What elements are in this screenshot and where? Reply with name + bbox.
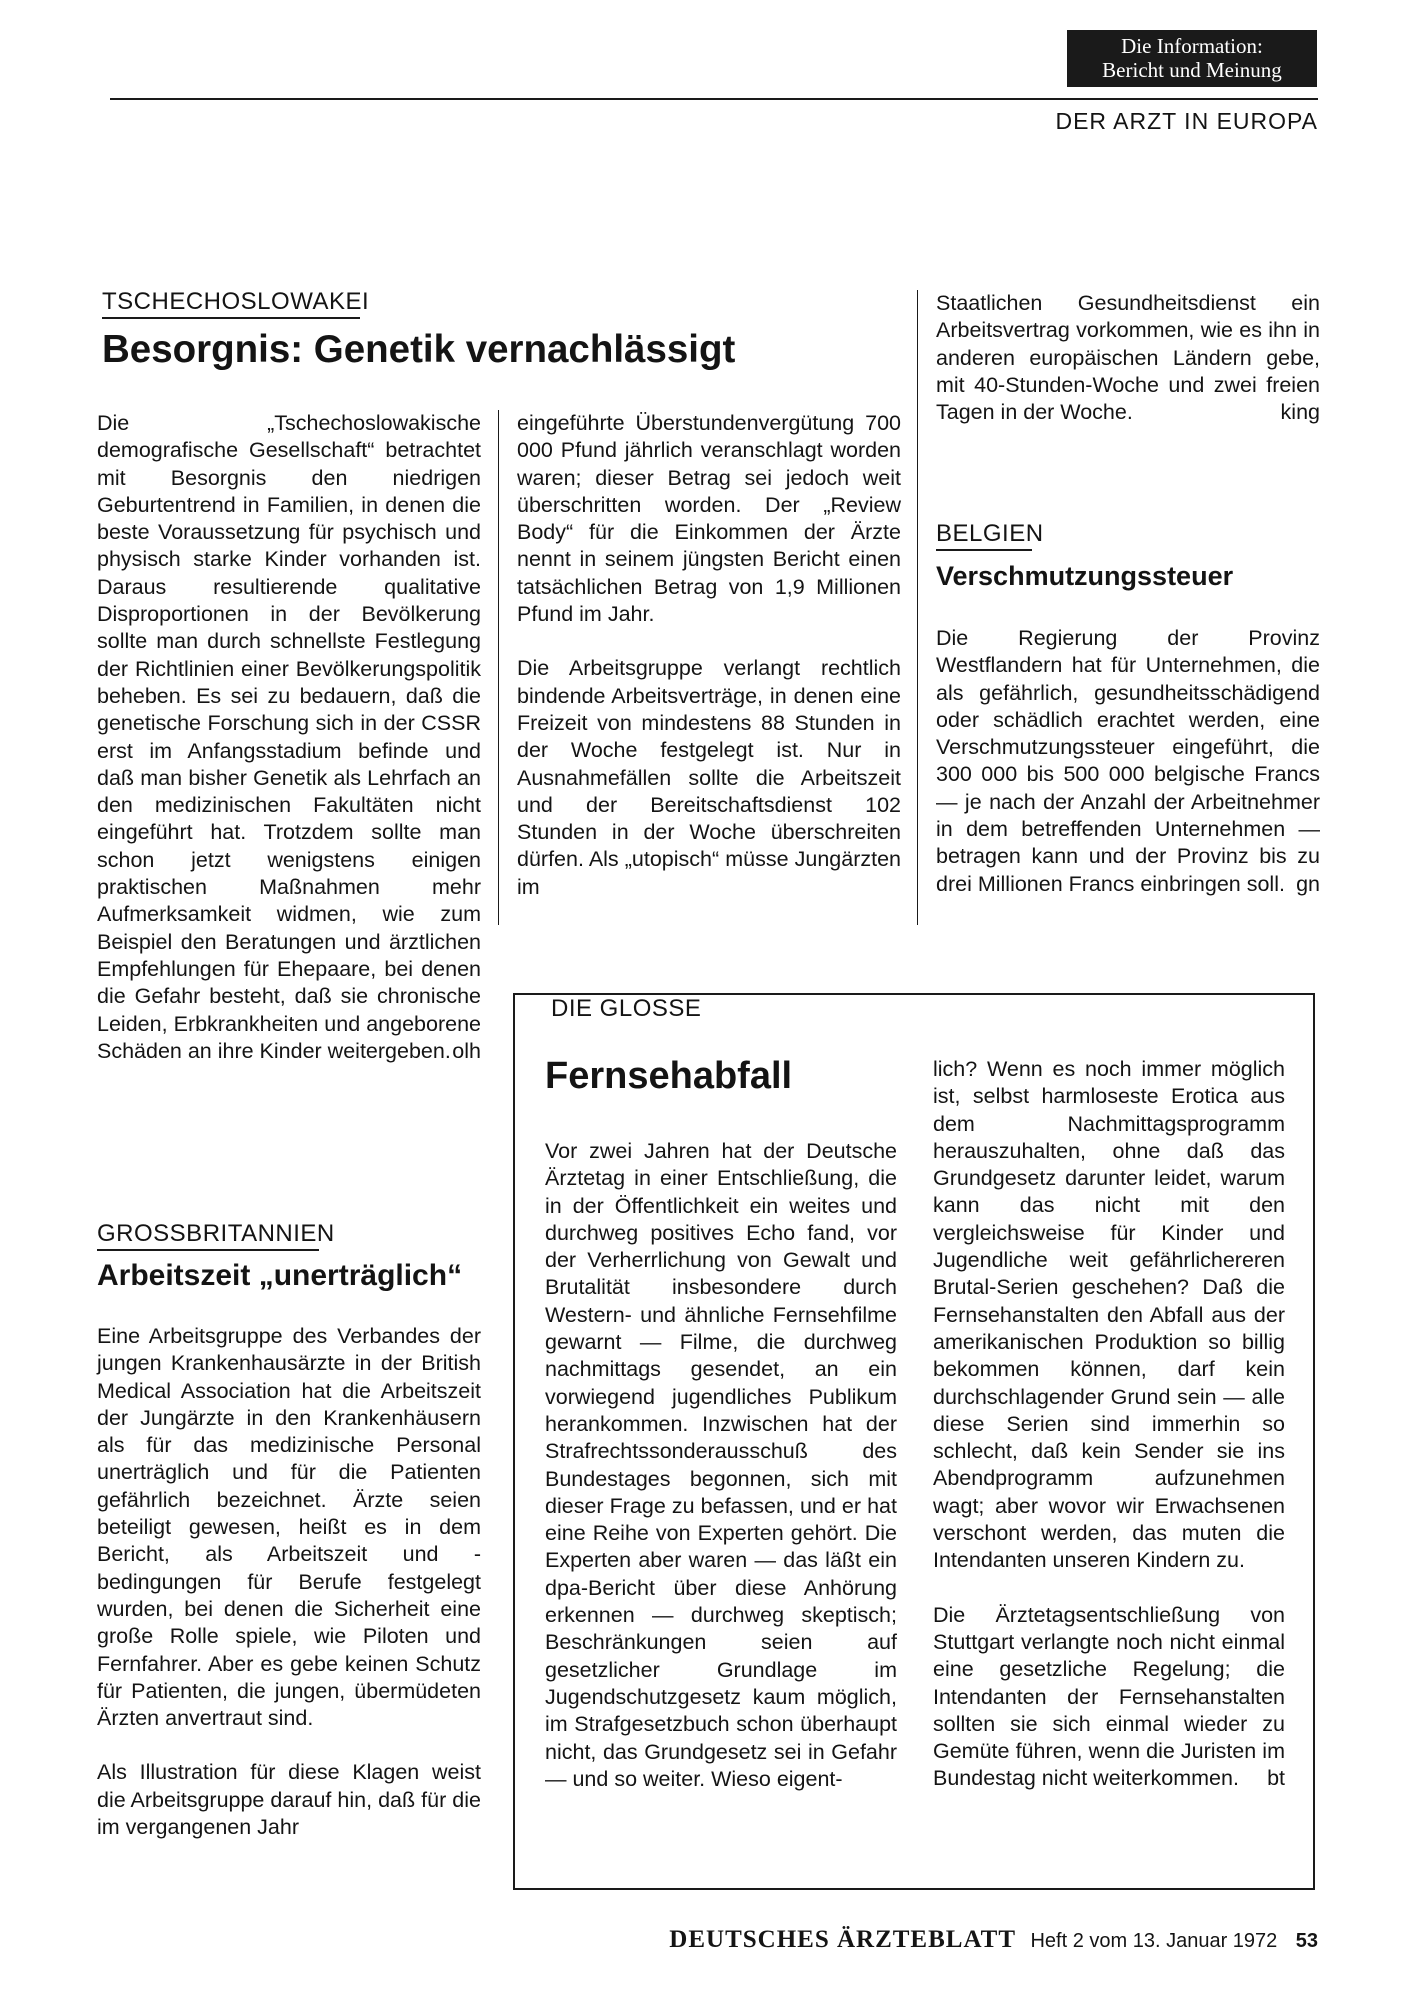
kicker-tschechoslowakei: TSCHECHOSLOWAKEI bbox=[102, 288, 370, 315]
article-paragraph bbox=[936, 290, 1320, 426]
column-3 bbox=[936, 290, 1320, 426]
article-paragraph: Vor zwei Jahren hat der Deutsche Ärztetag in einer Entschließung, die in der Öffentlichkeit ein weites und durchweg positives Echo fand, vor der Verherrlichung von Gewalt und Brutalität insbesondere durch Western- und ähnliche Fernsehfilme gewarnt — Filme, die durchweg nachmittags gesendet, an ein vorwiegend jugendliches Publikum herankommen. Inzwischen hat der Strafrechtssonderausschuß des Bundestages begonnen, sich mit dieser Frage zu befassen, und er hat eine Reihe von Experten gehört. Die Experten aber waren — das läßt ein dpa-Bericht über diese Anhörung erkennen — durchweg skeptisch; Beschränkungen seien auf gesetzlicher Grundlage im Jugendschutzgesetz kaum möglich, im Strafgesetzbuch schon überhaupt nicht, das Grundgesetz sei in Gefahr — und so weiter. Wieso eigent- bbox=[545, 1139, 897, 1791]
headline-arbeitszeit: Arbeitszeit „unerträglich“ bbox=[97, 1259, 463, 1292]
body-text: Die Ärztetagsentschließung von Stuttgart verlangte noch nicht einmal eine gesetzliche Regelung; die Intendanten der Fernsehanstalten sollten sie sich einmal wieder zu Gemüte führen, wenn die Juristen im Bundestag nicht weiterkommen. bbox=[933, 1602, 1285, 1791]
section-title: DER ARZT IN EUROPA bbox=[1055, 108, 1318, 134]
article-paragraph: eingeführte Überstundenvergütung 700 000 Pfund jährlich veranschlagt worden waren; dieser Betrag sei jedoch weit überschritten worden. Der „Review Body“ für die Einkommen der Ärzte nennt in seinem jüngsten Bericht einen tatsächlichen Betrag von 1,9 Millionen Pfund im Jahr. bbox=[517, 411, 901, 627]
header-rule bbox=[110, 98, 1318, 100]
article-paragraph bbox=[933, 1602, 1285, 1793]
kicker-underline bbox=[102, 317, 360, 319]
body-text: Die Regierung der Provinz Westflandern hat für Unternehmen, die als gefährlich, gesundheitsschädigend oder schädlich erachtet werden, eine Verschmutzungssteuer eingeführt, die 300 000 bis 500 000 belgische Francs — je nach der Anzahl der Arbeitnehmer in dem betreffenden Unternehmen — betragen kann und der Provinz bis zu drei Millionen Francs einbringen soll. bbox=[936, 626, 1320, 896]
kicker-underline bbox=[97, 1249, 319, 1251]
headline-besorgnis: Besorgnis: Genetik vernachlässigt bbox=[102, 328, 736, 371]
column-1-lower bbox=[97, 1323, 481, 1841]
glosse-column-1 bbox=[545, 1138, 897, 1793]
author-signature: king bbox=[1280, 400, 1320, 425]
header-badge bbox=[1067, 30, 1317, 87]
issue-info: Heft 2 vom 13. Januar 1972 bbox=[1030, 1930, 1278, 1952]
kicker-grossbritannien: GROSSBRITANNIEN bbox=[97, 1220, 335, 1247]
header-badge-line2: Bericht und Meinung bbox=[1102, 58, 1282, 82]
journal-title: DEUTSCHES ÄRZTEBLATT bbox=[669, 1926, 1017, 1953]
header-badge-line1: Die Information: bbox=[1121, 34, 1263, 58]
article-body bbox=[936, 625, 1320, 898]
author-signature: gn bbox=[1296, 871, 1320, 896]
column-3-lower bbox=[936, 625, 1320, 898]
headline-fernsehabfall: Fernsehabfall bbox=[545, 1055, 793, 1097]
article-paragraph: Eine Arbeitsgruppe des Verbandes der jungen Krankenhausärzte in der British Medical Association hat die Arbeitszeit der Jungärzte in den Krankenhäusern als für das medizinische Personal unerträglich und für die Patienten gefährlich bezeichnet. Ärzte seien beteiligt gewesen, heißt es in dem Bericht, als Arbeitszeit und -bedingungen für Berufe festgelegt wurden, bei denen die Sicherheit eine große Rolle spiele, wie Piloten und Fernfahrer. Aber es gebe keinen Schutz für Patienten, die jungen, übermüdeten Ärzten anvertraut sind. bbox=[97, 1324, 481, 1731]
kicker-glosse: DIE GLOSSE bbox=[545, 995, 707, 1023]
article-paragraph: Die Arbeitsgruppe verlangt rechtlich bindende Arbeitsverträge, in denen eine Freizeit von mindestens 88 Stunden in der Woche festgelegt ist. Nur in Ausnahmefällen sollte die Arbeitszeit und der Bereitschaftsdienst 102 Stunden in der Woche überschreiten dürfen. Als „utopisch“ müsse Jungärzten im bbox=[517, 656, 901, 899]
author-signature: bt bbox=[1267, 1766, 1285, 1791]
article-paragraph: Als Illustration für diese Klagen weist die Arbeitsgruppe darauf hin, daß für die im vergangenen Jahr bbox=[97, 1760, 481, 1840]
kicker-underline bbox=[936, 549, 1032, 551]
column-rule bbox=[917, 290, 918, 925]
kicker-belgien: BELGIEN bbox=[936, 520, 1044, 547]
column-rule bbox=[498, 410, 499, 925]
headline-verschmutzungssteuer: Verschmutzungssteuer bbox=[936, 561, 1234, 591]
glosse-column-2 bbox=[933, 1056, 1285, 1793]
article-paragraph: lich? Wenn es noch immer möglich ist, selbst harmloseste Erotica aus dem Nachmittagsprogramm herauszuhalten, ohne daß das Grundgesetz darunter leidet, warum kann das nicht mit den vergleichsweise für Kinder und Jugendliche weit gefährlichereren Brutal-Serien geschehen? Daß die Fernsehanstalten den Abfall aus der amerikanischen Produktion so billig bekommen können, darf kein durchschlagender Grund sein — alle diese Serien sind immerhin so schlecht, daß kein Sender sie ins Abendprogramm aufzunehmen wagt; aber wovor wir Erwachsenen verschont werden, das muten die Intendanten unseren Kindern zu. bbox=[933, 1057, 1285, 1573]
column-2 bbox=[517, 410, 901, 901]
body-text: Staatlichen Gesundheitsdienst ein Arbeitsvertrag vorkommen, wie es ihn in anderen europäischen Ländern gebe, mit 40-Stunden-Woche und zwei freien Tagen in der Woche. bbox=[936, 291, 1320, 425]
page-number: 53 bbox=[1295, 1930, 1318, 1952]
article-body bbox=[97, 410, 481, 1065]
footer bbox=[578, 1926, 1318, 1954]
body-text: Die „Tschechoslowakische demografische Gesellschaft“ betrachtet mit Besorgnis den niedrigen Geburtentrend in Familien, in denen die beste Voraussetzung für psychisch und physisch starke Kinder vorhanden ist. Daraus resultierende qualitative Disproportionen in der Bevölkerung sollte man durch schnellste Festlegung der Richtlinien einer Bevölkerungspolitik beheben. Es sei zu bedauern, daß die genetische Forschung sich in der CSSR erst im Anfangsstadium befinde und daß man bisher Genetik als Lehrfach an den medizinischen Fakultäten nicht eingeführt hat. Trotzdem sollte man schon jetzt wenigstens einigen praktischen Maßnahmen mehr Aufmerksamkeit widmen, wie zum Beispiel den Beratungen und ärztlichen Empfehlungen für Ehepaare, bei denen die Gefahr besteht, daß sie chronische Leiden, Erbkrankheiten und angeborene Schäden an ihre Kinder weitergeben. bbox=[97, 411, 481, 1063]
column-1 bbox=[97, 410, 481, 1092]
author-signature: olh bbox=[452, 1038, 481, 1063]
